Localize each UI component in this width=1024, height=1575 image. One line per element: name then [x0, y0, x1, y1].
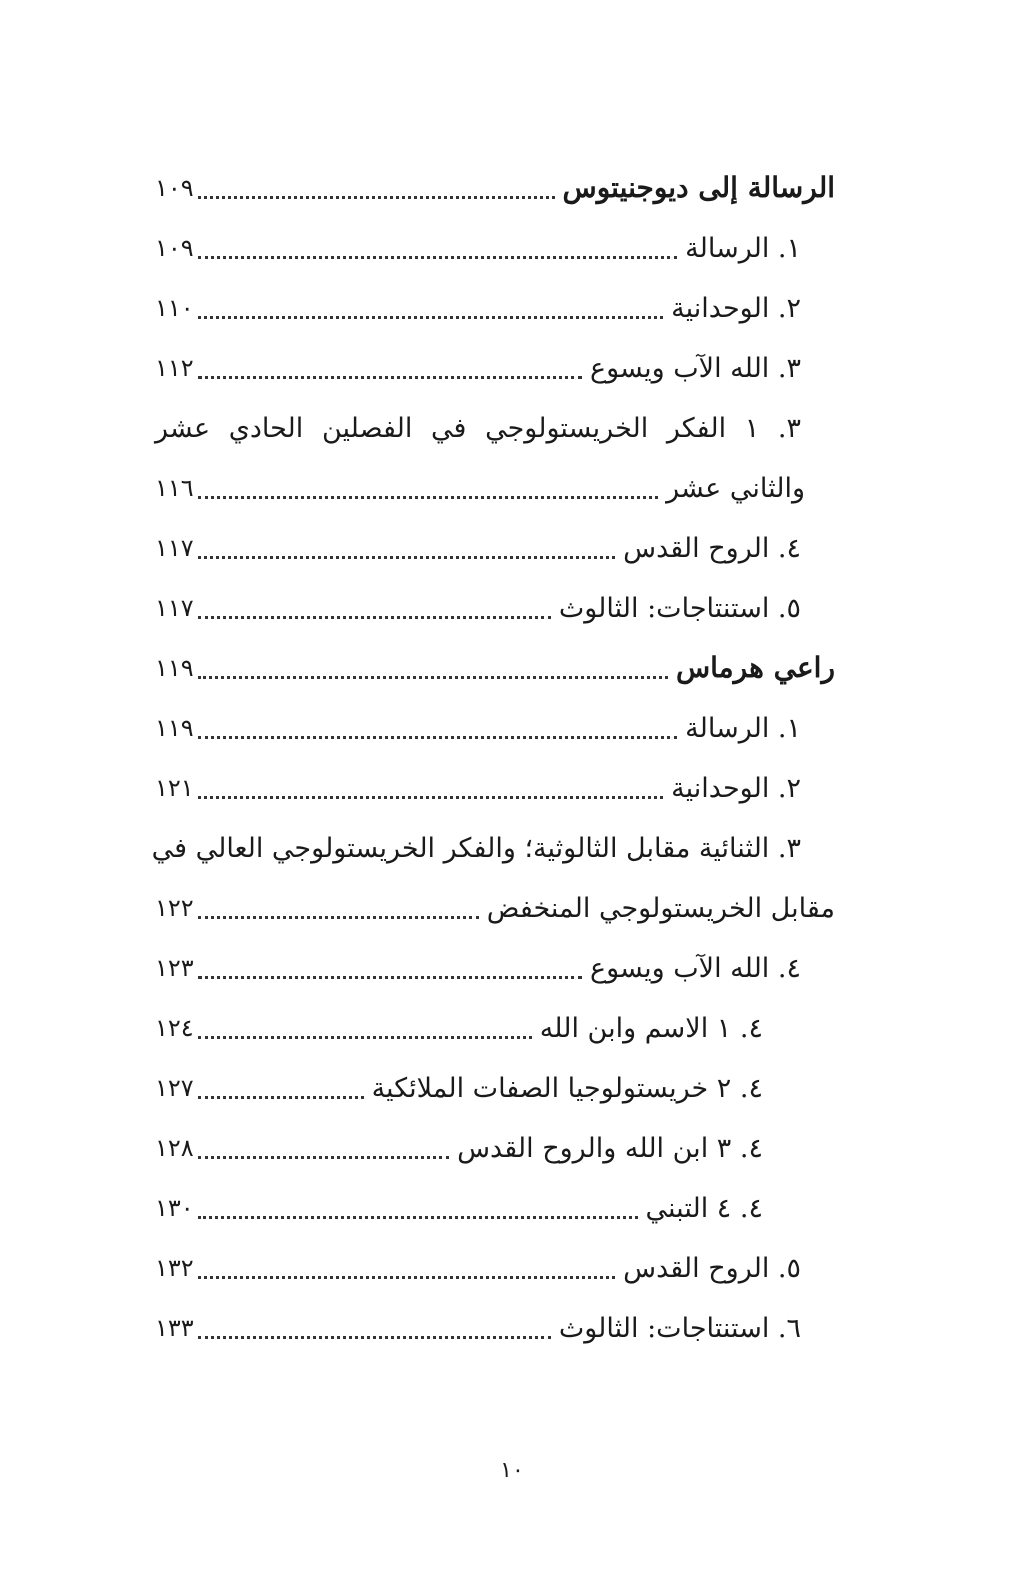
toc-entry: [155, 1178, 835, 1238]
toc-entry: [155, 578, 835, 638]
dot-leader: [198, 1156, 449, 1159]
toc-entry-label: ٥. استنتاجات: الثالوث: [558, 592, 801, 624]
dot-leader: [198, 1336, 551, 1339]
toc-entry-page: ١٢٣: [155, 954, 194, 982]
toc-entry: [155, 278, 835, 338]
dot-leader: [198, 316, 663, 319]
dot-leader: [198, 376, 582, 379]
toc-entry: [155, 1238, 835, 1298]
toc-entry: [155, 698, 835, 758]
toc-entry-label: الرسالة إلى ديوجنيتوس: [562, 171, 835, 204]
dot-leader: [198, 496, 658, 499]
toc-entry-page: ١٠٩: [155, 234, 194, 262]
dot-leader: [198, 196, 555, 199]
toc-entry-label: ١. الرسالة: [685, 712, 801, 744]
toc-entry-label: ٤. الله الآب ويسوع: [589, 952, 801, 984]
toc-entry-page: ١٢٤: [155, 1014, 194, 1042]
dot-leader: [198, 256, 677, 259]
dot-leader: [198, 976, 582, 979]
toc-entry: [155, 938, 835, 998]
toc-entry-label: ٦. استنتاجات: الثالوث: [558, 1312, 801, 1344]
toc-entry-page: ١١٩: [155, 714, 194, 742]
dot-leader: [198, 616, 551, 619]
toc-entry-page: ١٢٨: [155, 1134, 194, 1162]
toc-entry: [155, 758, 835, 818]
toc-entry-page: ١٠٩: [155, 174, 194, 202]
toc-entry: [155, 338, 835, 398]
dot-leader: [198, 1216, 638, 1219]
toc-entry-label: ٣. ١ الفكر الخريستولوجي في الفصلين الحادي عشر: [155, 412, 802, 444]
toc-entry: [155, 1298, 835, 1358]
toc-entry-page: ١٢١: [155, 774, 194, 802]
toc-entry-label: مقابل الخريستولوجي المنخفض: [486, 892, 835, 924]
toc-entry-label: والثاني عشر: [666, 472, 805, 504]
toc-entry-page: ١٣٠: [155, 1194, 194, 1222]
toc-chapter-heading: [155, 638, 835, 698]
toc-entry: [155, 998, 835, 1058]
toc-entry: [151, 818, 835, 878]
toc-entry-page: ١٢٢: [155, 894, 194, 922]
toc-entry: [155, 518, 835, 578]
toc-entry-page: ١٣٣: [155, 1314, 194, 1342]
toc-entry-label: ٤. ٣ ابن الله والروح القدس: [457, 1132, 763, 1164]
toc-entry-page: ١٢٧: [155, 1074, 194, 1102]
toc-entry-page: ١١٦: [155, 474, 194, 502]
toc-entry-page: ١٣٢: [155, 1254, 194, 1282]
toc-entry: [155, 398, 835, 458]
dot-leader: [198, 736, 677, 739]
toc-entry: [155, 1058, 835, 1118]
toc-entry: [155, 458, 835, 518]
toc-entry: [155, 878, 835, 938]
toc-entry-page: ١١٢: [155, 354, 194, 382]
toc-entry-label: ٤. الروح القدس: [623, 532, 801, 564]
dot-leader: [198, 1096, 364, 1099]
dot-leader: [198, 916, 479, 919]
toc-entry-label: ٤. ٢ خريستولوجيا الصفات الملائكية: [371, 1072, 763, 1104]
table-of-contents: [151, 158, 835, 1358]
toc-entry: [155, 1118, 835, 1178]
dot-leader: [198, 1036, 532, 1039]
toc-entry-page: ١١٠: [155, 294, 194, 322]
toc-entry-page: ١١٧: [155, 594, 194, 622]
toc-entry-label: ٤. ١ الاسم وابن الله: [539, 1012, 763, 1044]
toc-entry-label: ٢. الوحدانية: [671, 772, 801, 804]
dot-leader: [198, 1276, 615, 1279]
toc-entry-label: ٢. الوحدانية: [671, 292, 801, 324]
toc-entry-page: ١١٧: [155, 534, 194, 562]
toc-entry-label: ٣. الثنائية مقابل الثالوثية؛ والفكر الخريستولوجي العالي في: [151, 832, 801, 864]
toc-chapter-heading: [155, 158, 835, 218]
toc-entry: [155, 218, 835, 278]
dot-leader: [198, 676, 668, 679]
page-number: ١٠: [500, 1458, 524, 1483]
dot-leader: [198, 556, 615, 559]
dot-leader: [198, 796, 663, 799]
toc-entry-label: ١. الرسالة: [685, 232, 801, 264]
toc-entry-label: راعي هرماس: [675, 651, 835, 684]
toc-entry-page: ١١٩: [155, 654, 194, 682]
toc-entry-label: ٣. الله الآب ويسوع: [589, 352, 801, 384]
toc-entry-label: ٤. ٤ التبني: [645, 1192, 763, 1224]
toc-entry-label: ٥. الروح القدس: [623, 1252, 801, 1284]
